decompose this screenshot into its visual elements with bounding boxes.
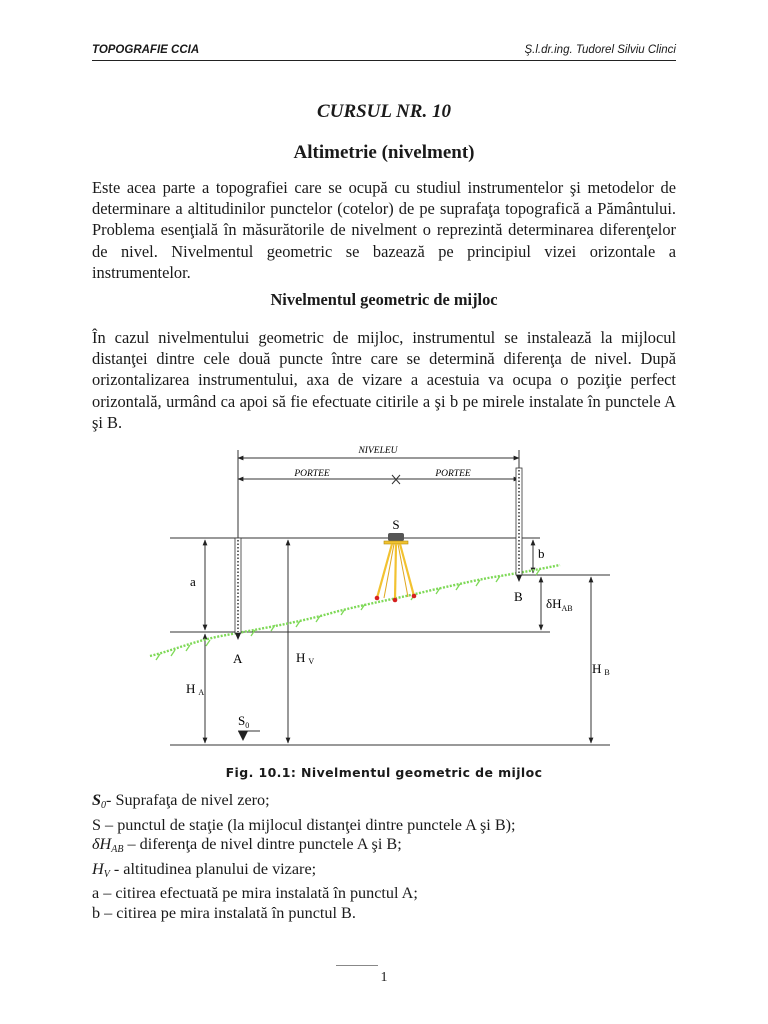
level-instrument <box>375 533 417 602</box>
reading-a-label: a <box>190 574 196 589</box>
reading-b-label: b <box>538 546 545 561</box>
portee-right-label: PORTEE <box>435 469 471 479</box>
method-paragraph: În cazul nivelmentului geometric de mijloc, instrumentul se instalează la mijlocul distanţei dintre cele două puncte între care se determină diferenţa de nivel. După orizontalizarea instrumentului, axa de vizare a acestuia va ocupa o poziţie perfect orizontală, urmând ca apoi să fie efectuate citirile a şi b pe mirele instalate în punctele A şi B. <box>92 328 676 432</box>
s0-marker <box>238 731 248 741</box>
chapter-title: Altimetrie (nivelment) <box>293 142 475 163</box>
portee-left-label: PORTEE <box>294 469 330 479</box>
header-left: TOPOGRAFIE CCIA <box>92 44 200 56</box>
symbol-legend <box>92 791 516 923</box>
point-a-label: A <box>233 651 243 666</box>
course-title: CURSUL NR. 10 <box>317 101 451 122</box>
ha-label: H A <box>186 681 205 697</box>
legend-b: b – citirea pe mira instalată în punctul B. <box>92 903 356 922</box>
page-number: 1 <box>380 970 388 985</box>
section-subtitle: Nivelmentul geometric de mijloc <box>270 290 498 309</box>
header-right: Ş.l.dr.ing. Tudorel Silviu Clinci <box>524 44 676 56</box>
legend-hv: $H_V$ - altitudinea planului de vizare; <box>92 859 317 880</box>
station-label: S <box>392 517 400 532</box>
delta-hab-label: $\delta H_{AB}$ <box>546 596 573 613</box>
point-b-label: B <box>514 589 523 604</box>
figure-caption: Fig. 10.1: Nivelmentul geometric de mijloc <box>225 765 543 780</box>
hv-label: H V <box>296 650 315 666</box>
niveleu-label: NIVELEU <box>358 446 398 456</box>
legend-s: S – punctul de staţie (la mijlocul distanţei dintre punctele A şi B); <box>92 815 516 834</box>
leveling-figure <box>92 432 652 754</box>
hb-label: H B <box>592 661 610 677</box>
legend-s0: $S_0-$ Suprafaţa de nivel zero; <box>92 791 270 811</box>
header-rule <box>92 60 676 61</box>
intro-paragraph: Este acea parte a topografiei care se ocupă cu studiul instrumentelor şi metodelor de determinare a altitudinilor punctelor (cotelor) de pe suprafaţa topografică a Pământului. Problema esenţială în măsurătorile de nivelment o reprezintă determinarea diferenţelor de nivel. Nivelmentul geometric se bazează pe principiul vizei orizontale a instrumentelor. <box>92 178 676 282</box>
s0-label: $S_0$ <box>238 713 250 730</box>
legend-dh: $\delta H_{AB}$ – diferenţa de nivel dintre punctele A şi B; <box>92 835 402 855</box>
terrain-grass <box>156 569 540 660</box>
page-number-rule <box>336 965 378 966</box>
legend-a: a – citirea efectuată pe mira instalată în punctul A; <box>92 884 418 902</box>
